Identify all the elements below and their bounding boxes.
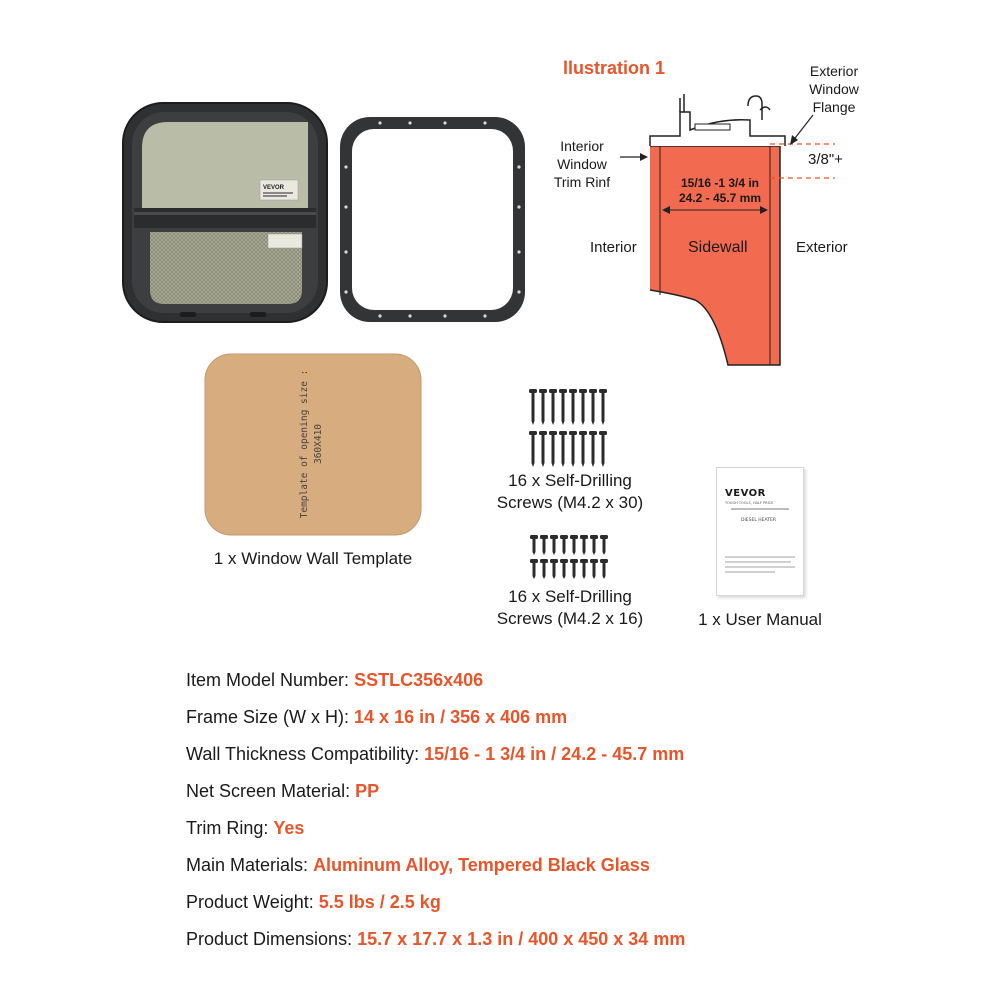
screws-30-image	[520, 387, 620, 472]
window-wall-template-image	[203, 352, 423, 537]
spec-value: Aluminum Alloy, Tempered Black Glass	[313, 855, 650, 875]
spec-value: 5.5 lbs / 2.5 kg	[318, 892, 441, 912]
manual-tagline: TOUGH TOOLS, HALF PRICE	[725, 501, 774, 505]
spec-label: Frame Size (W x H):	[186, 707, 350, 727]
spec-wall-thickness	[186, 744, 684, 765]
spec-value: Yes	[273, 818, 305, 838]
spec-net-screen-material	[186, 781, 379, 802]
spec-main-materials	[186, 855, 650, 876]
screws-30-caption	[470, 470, 670, 514]
spec-product-dimensions	[186, 929, 685, 950]
trim-ring-image	[335, 112, 530, 327]
wall-thickness-line1: 15/16 -1 3/4 in	[680, 176, 760, 190]
spec-value: 14 x 16 in / 356 x 406 mm	[354, 707, 568, 727]
exterior-flange-label	[792, 62, 876, 116]
exterior-flange-line2: Window	[809, 81, 859, 97]
screws-16-image	[522, 534, 617, 584]
screws-16-caption-line1: 16 x Self-Drilling	[508, 587, 632, 606]
user-manual-image	[716, 467, 804, 596]
interior-trim-line2: Window	[557, 156, 607, 172]
spec-label: Product Weight:	[186, 892, 314, 912]
interior-trim-label	[540, 137, 624, 191]
interior-trim-line1: Interior	[560, 138, 604, 154]
spec-frame-size	[186, 707, 567, 728]
template-text-line1: Template of opening size :	[299, 369, 310, 519]
wall-thickness-line2: 24.2 - 45.7 mm	[678, 191, 762, 205]
spec-label: Wall Thickness Compatibility:	[186, 744, 420, 764]
spec-label: Trim Ring:	[186, 818, 269, 838]
manual-brand: VEVOR	[725, 488, 766, 499]
screws-16-caption-line2: Screws (M4.2 x 16)	[496, 609, 644, 628]
exterior-label: Exterior	[796, 239, 848, 256]
interior-label: Interior	[590, 239, 637, 256]
template-caption: 1 x Window Wall Template	[213, 549, 413, 568]
screws-16-caption	[470, 586, 670, 630]
spec-value: 15.7 x 17.7 x 1.3 in / 400 x 450 x 34 mm	[357, 929, 686, 949]
interior-trim-line3: Trim Rinf	[553, 174, 611, 190]
exterior-flange-line1: Exterior	[809, 63, 859, 79]
screws-30-caption-line1: 16 x Self-Drilling	[508, 471, 632, 490]
spec-label: Main Materials:	[186, 855, 309, 875]
window-sticker-brand: VEVOR	[263, 185, 285, 191]
sidewall-label: Sidewall	[688, 239, 748, 256]
spec-trim-ring	[186, 818, 304, 839]
spec-model-number	[186, 670, 483, 691]
spec-product-weight	[186, 892, 441, 913]
manual-product: DIESEL HEATER	[741, 518, 776, 523]
flange-size-label: 3/8"+	[808, 151, 843, 168]
spec-value: 15/16 - 1 3/4 in / 24.2 - 45.7 mm	[424, 744, 685, 764]
wall-thickness-label	[650, 176, 790, 206]
spec-label: Product Dimensions:	[186, 929, 353, 949]
spec-value: SSTLC356x406	[354, 670, 484, 690]
sidewall-diagram	[620, 90, 840, 375]
rv-window-image	[120, 100, 330, 325]
spec-label: Item Model Number:	[186, 670, 350, 690]
screws-30-caption-line2: Screws (M4.2 x 30)	[496, 493, 644, 512]
manual-caption: 1 x User Manual	[698, 610, 822, 629]
spec-label: Net Screen Material:	[186, 781, 351, 801]
spec-value: PP	[355, 781, 380, 801]
template-text-line2: 360X410	[313, 423, 324, 465]
exterior-flange-line3: Flange	[812, 99, 856, 115]
illustration-title: llustration 1	[563, 58, 666, 78]
